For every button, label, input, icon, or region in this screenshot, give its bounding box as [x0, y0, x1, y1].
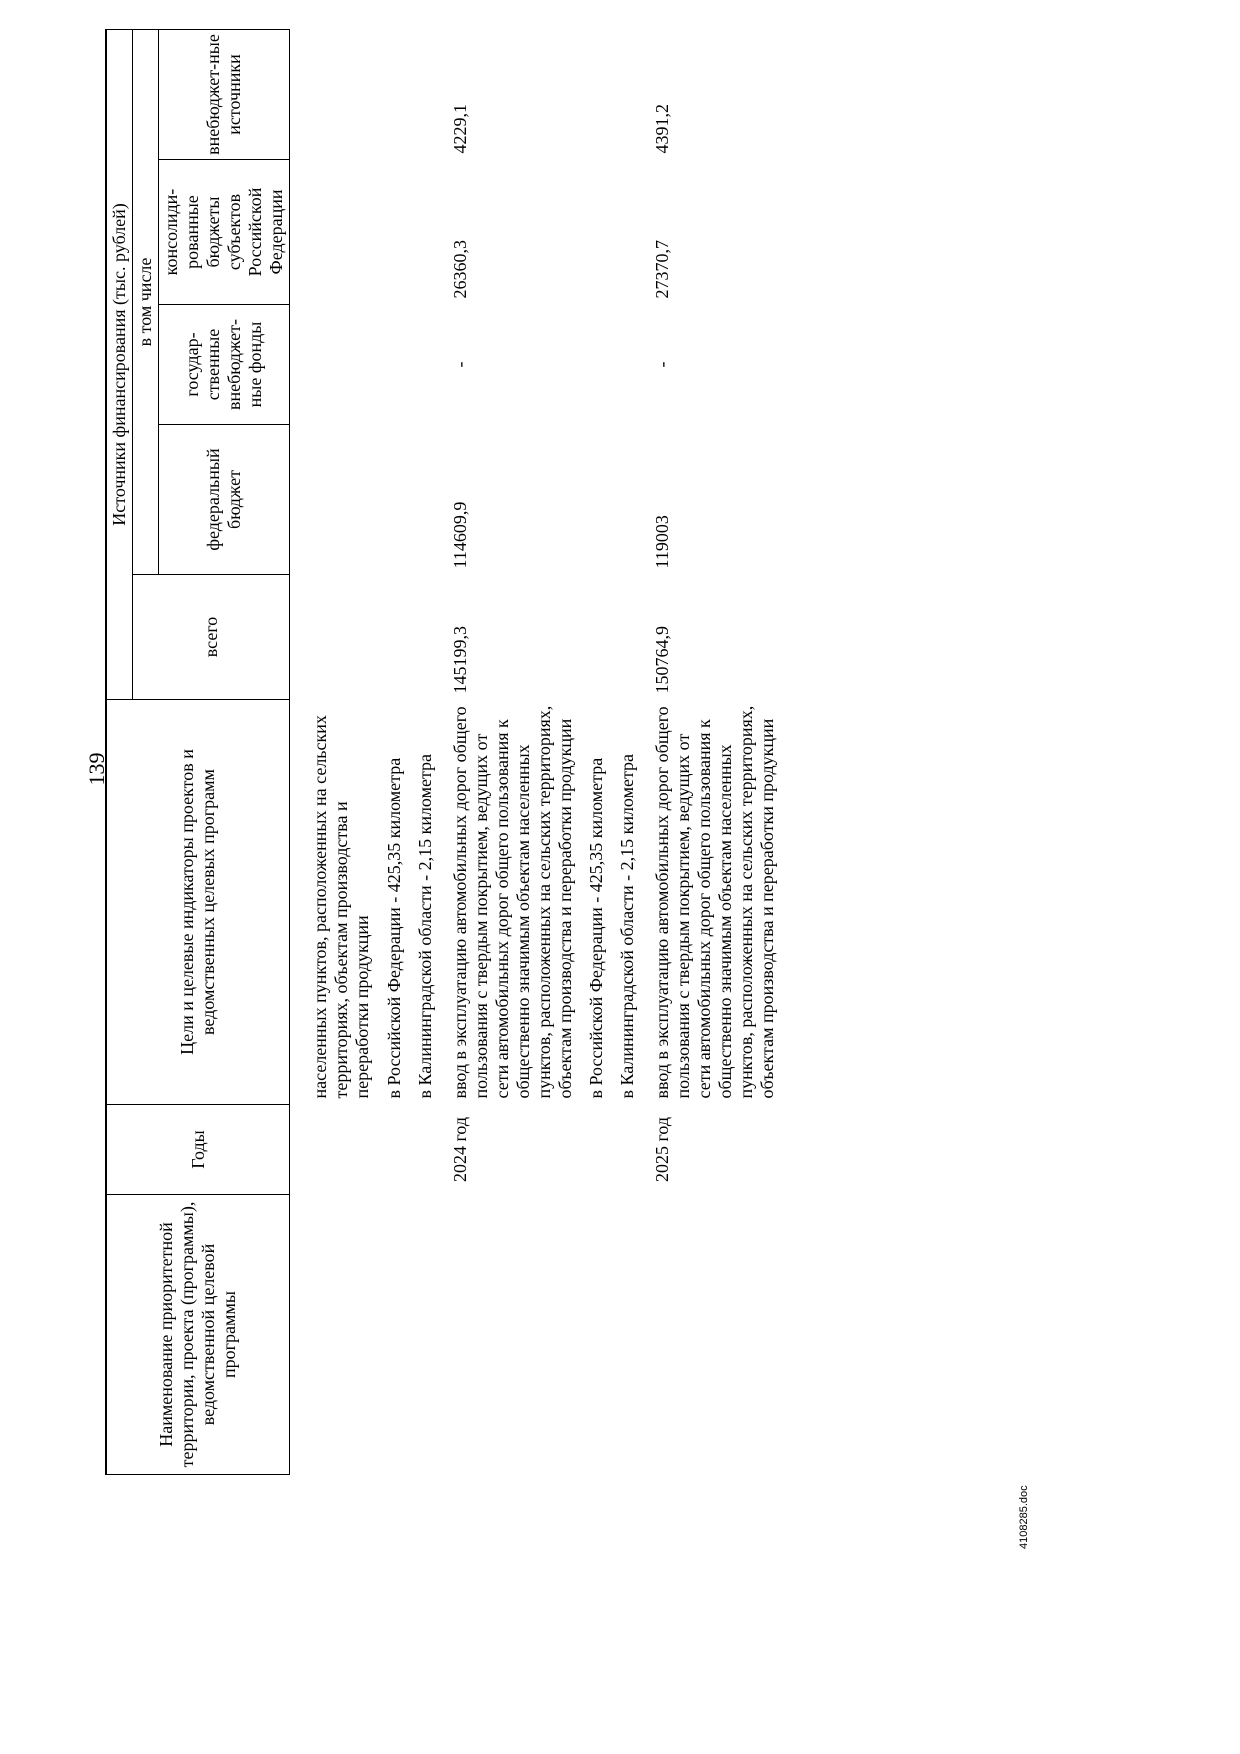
header-extrabudgetary: внебюджет-ные источники [159, 30, 290, 160]
page-number: 139 [84, 752, 109, 786]
goal-continuation-rf: в Российской Федерации - 425,35 километра [383, 757, 404, 1099]
header-goals: Цели и целевые индикаторы проектов и ведомственных целевых программ [106, 700, 290, 1105]
header-name: Наименование приоритетной территории, проекта (программы), ведомственной целевой программы [106, 1195, 290, 1475]
total-cell: 150764,9 [651, 626, 672, 694]
goal-text: ввод в эксплуатацию автомобильных дорог общего пользования с твердым покрытием, ведущих от сети автомобильных дорог общего пользования к общественно значимым объектам населенных пунктов, расположенных на сельских территориях, объектам производства и переработки продукции [449, 705, 575, 1099]
header-funding-sources: Источники финансирования (тыс. рублей) [106, 30, 133, 700]
consolidated-cell: 27370,7 [651, 240, 672, 299]
header-including: в том числе [133, 30, 159, 575]
goal-continuation-region: в Калининградской области - 2,15 километра [414, 753, 435, 1099]
goal-text: ввод в эксплуатацию автомобильных дорог общего пользования с твердым покрытием, ведущих от сети автомобильных дорог общего пользования к общественно значимым объектам населенных пунктов, расположенных на сельских территориях, объектам производства и переработки продукции [651, 705, 778, 1099]
table-row [650, 30, 790, 1475]
consolidated-cell: 26360,3 [449, 240, 470, 299]
header-total: всего [133, 575, 290, 700]
total-cell: 145199,3 [449, 626, 470, 694]
header-state-funds: государ-ственные внебюджет-ные фонды [159, 305, 290, 425]
federal-cell: 114609,9 [449, 501, 470, 569]
goal-rf: в Российской Федерации - 425,35 километра [585, 757, 606, 1099]
table-row [448, 30, 650, 1475]
table-row-continuation [308, 30, 447, 1475]
goal-continuation-text: населенных пунктов, расположенных на сельских территориях, объектам производства и переработки продукции [310, 715, 373, 1099]
extrabudgetary-cell: 4229,1 [449, 104, 470, 154]
extrabudgetary-cell: 4391,2 [651, 104, 672, 154]
year-cell: 2025 год [651, 1116, 672, 1183]
header-consolidated-budgets: консолиди-рованные бюджеты субъектов Российской Федерации [159, 160, 290, 305]
goal-region: в Калининградской области - 2,15 километра [616, 753, 637, 1099]
financing-table [105, 29, 790, 1475]
footer-filename: 4108285.doc [1018, 1485, 1030, 1549]
federal-cell: 119003 [651, 515, 672, 569]
state-funds-cell: - [449, 361, 470, 368]
header-years: Годы [106, 1105, 290, 1195]
year-cell: 2024 год [449, 1116, 470, 1183]
header-federal-budget: федеральный бюджет [159, 425, 290, 575]
state-funds-cell: - [651, 361, 672, 368]
